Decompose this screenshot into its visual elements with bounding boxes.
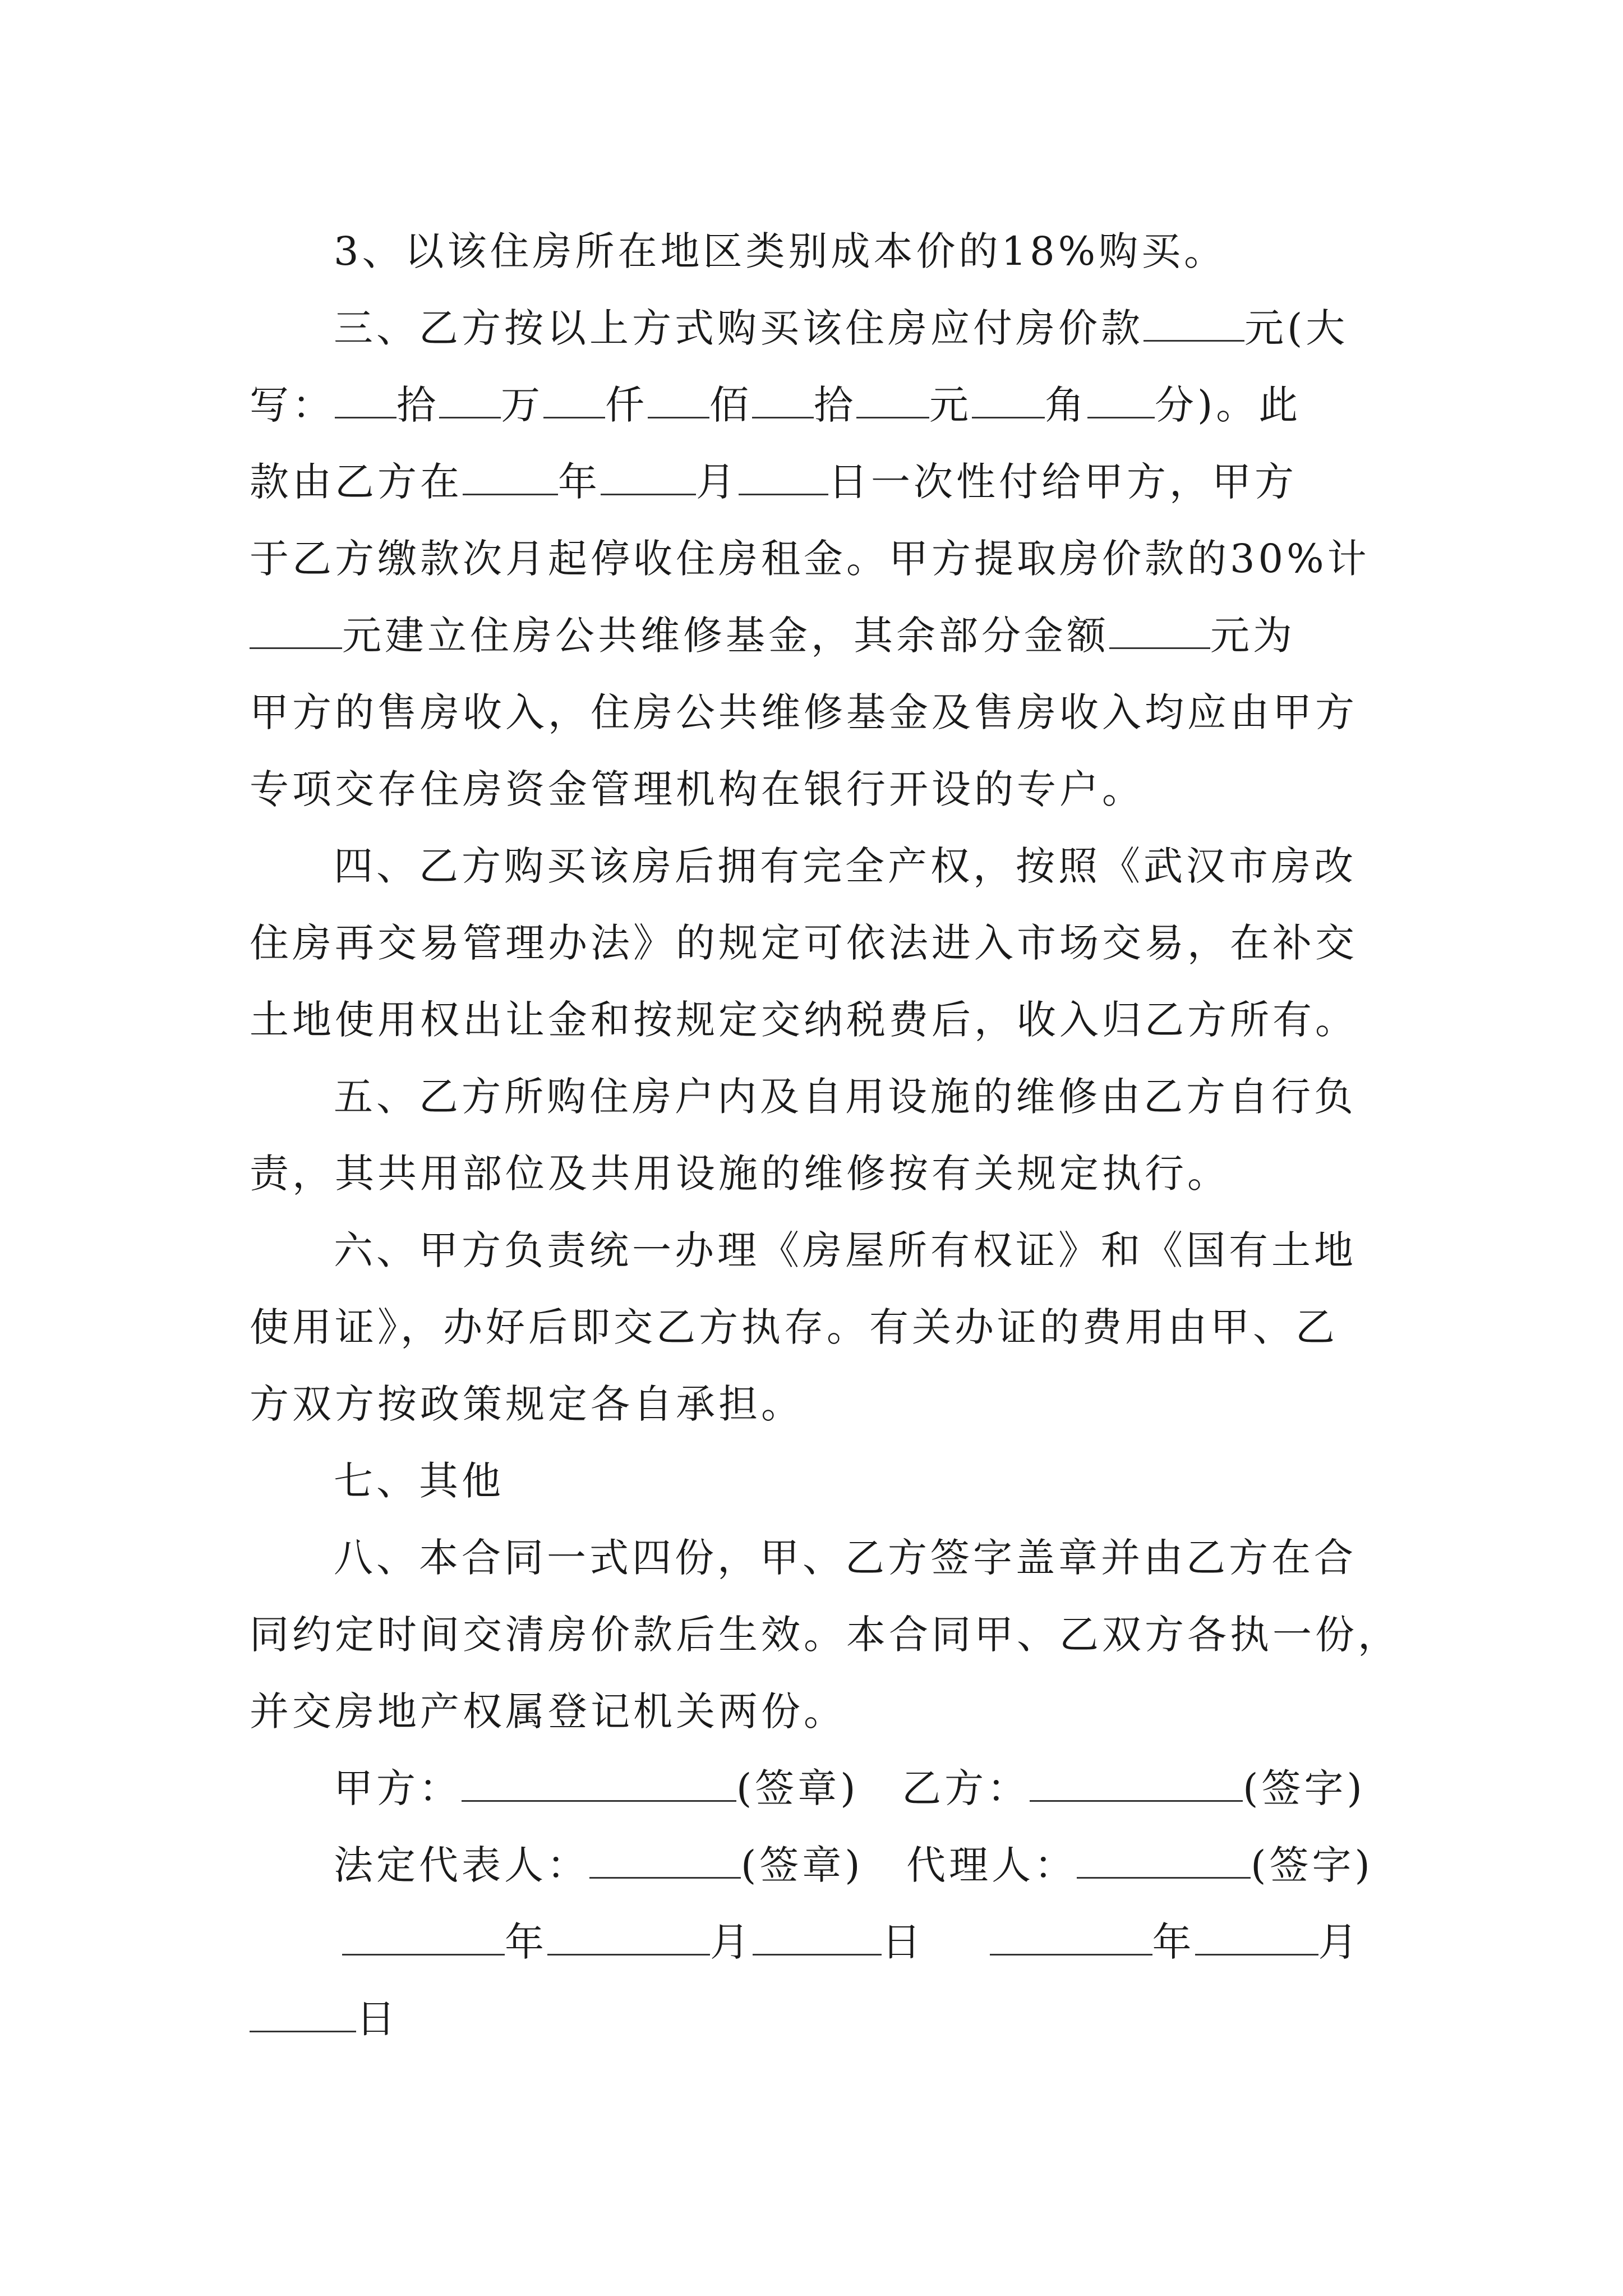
clause-3-line-5: 元建立住房公共维修基金，其余部分金额 元为 <box>250 597 1295 674</box>
clause-7: 七、其他 <box>334 1458 504 1504</box>
agent-blank <box>1077 1842 1251 1879</box>
clause-3-line-6: 甲方的售房收入，住房公共维修基金及售房收入均应由甲方 <box>250 689 1358 735</box>
legal-rep-blank <box>589 1842 741 1879</box>
clause-3-line-7: 专项交存住房资金管理机构在银行开设的专户。 <box>250 766 1145 812</box>
clause-3-item-3: 3、以该住房所在地区类别成本价的18%购买。 <box>334 228 1227 274</box>
clause-4-line-2: 住房再交易管理办法》的规定可依法进入市场交易，在补交 <box>250 920 1358 966</box>
agent-label: 代理人： <box>906 1842 1077 1888</box>
amount-blank <box>1144 305 1244 342</box>
clause-8-line-1: 八、本合同一式四份，甲、乙方签字盖章并由乙方在合 <box>334 1535 1357 1581</box>
legal-rep-label: 法定代表人： <box>334 1842 589 1888</box>
party-a-blank <box>462 1765 736 1802</box>
clause-6-line-2: 使用证》，办好后即交乙方执存。有关办证的费用由甲、乙 <box>250 1304 1338 1350</box>
clause-3-line-4: 于乙方缴款次月起停收住房租金。甲方提取房价款的30%计 <box>250 536 1370 582</box>
signature-row-dates: 年 月 日 年 月 <box>342 1904 1361 1981</box>
clause-4-line-3: 土地使用权出让金和按规定交纳税费后，收入归乙方所有。 <box>250 997 1358 1043</box>
signature-row-representatives: 法定代表人： (签章) 代理人： (签字) <box>334 1842 1373 1888</box>
signature-row-day: 日 <box>250 1981 399 2058</box>
clause-5-line-1: 五、乙方所购住房户内及自用设施的维修由乙方自行负 <box>334 1074 1357 1120</box>
clause-5-line-2: 责，其共用部位及共用设施的维修按有关规定执行。 <box>250 1151 1230 1197</box>
party-b-label: 乙方： <box>902 1765 1030 1811</box>
signature-row-parties: 甲方： (签章) 乙方： (签字) <box>334 1765 1366 1811</box>
party-b-blank <box>1030 1765 1243 1802</box>
clause-4-line-1: 四、乙方购买该房后拥有完全产权，按照《武汉市房改 <box>334 843 1357 889</box>
clause-8-line-3: 并交房地产权属登记机关两份。 <box>250 1688 846 1734</box>
clause-3-line-3: 款由乙方在 年 月 日一次性付给甲方，甲方 <box>250 459 1297 505</box>
party-a-label: 甲方： <box>334 1765 462 1811</box>
clause-3-line-1: 三、乙方按以上方式购买该住房应付房价款 元(大 <box>334 305 1349 351</box>
clause-8-line-2: 同约定时间交清房价款后生效。本合同甲、乙双方各执一份， <box>250 1612 1400 1658</box>
clause-6-line-3: 方双方按政策规定各自承担。 <box>250 1381 804 1427</box>
clause-6-line-1: 六、甲方负责统一办理《房屋所有权证》和《国有土地 <box>334 1227 1357 1273</box>
clause-3-line-2: 写： 拾 万 仟 佰 拾 元 角 分)。此 <box>250 382 1302 428</box>
